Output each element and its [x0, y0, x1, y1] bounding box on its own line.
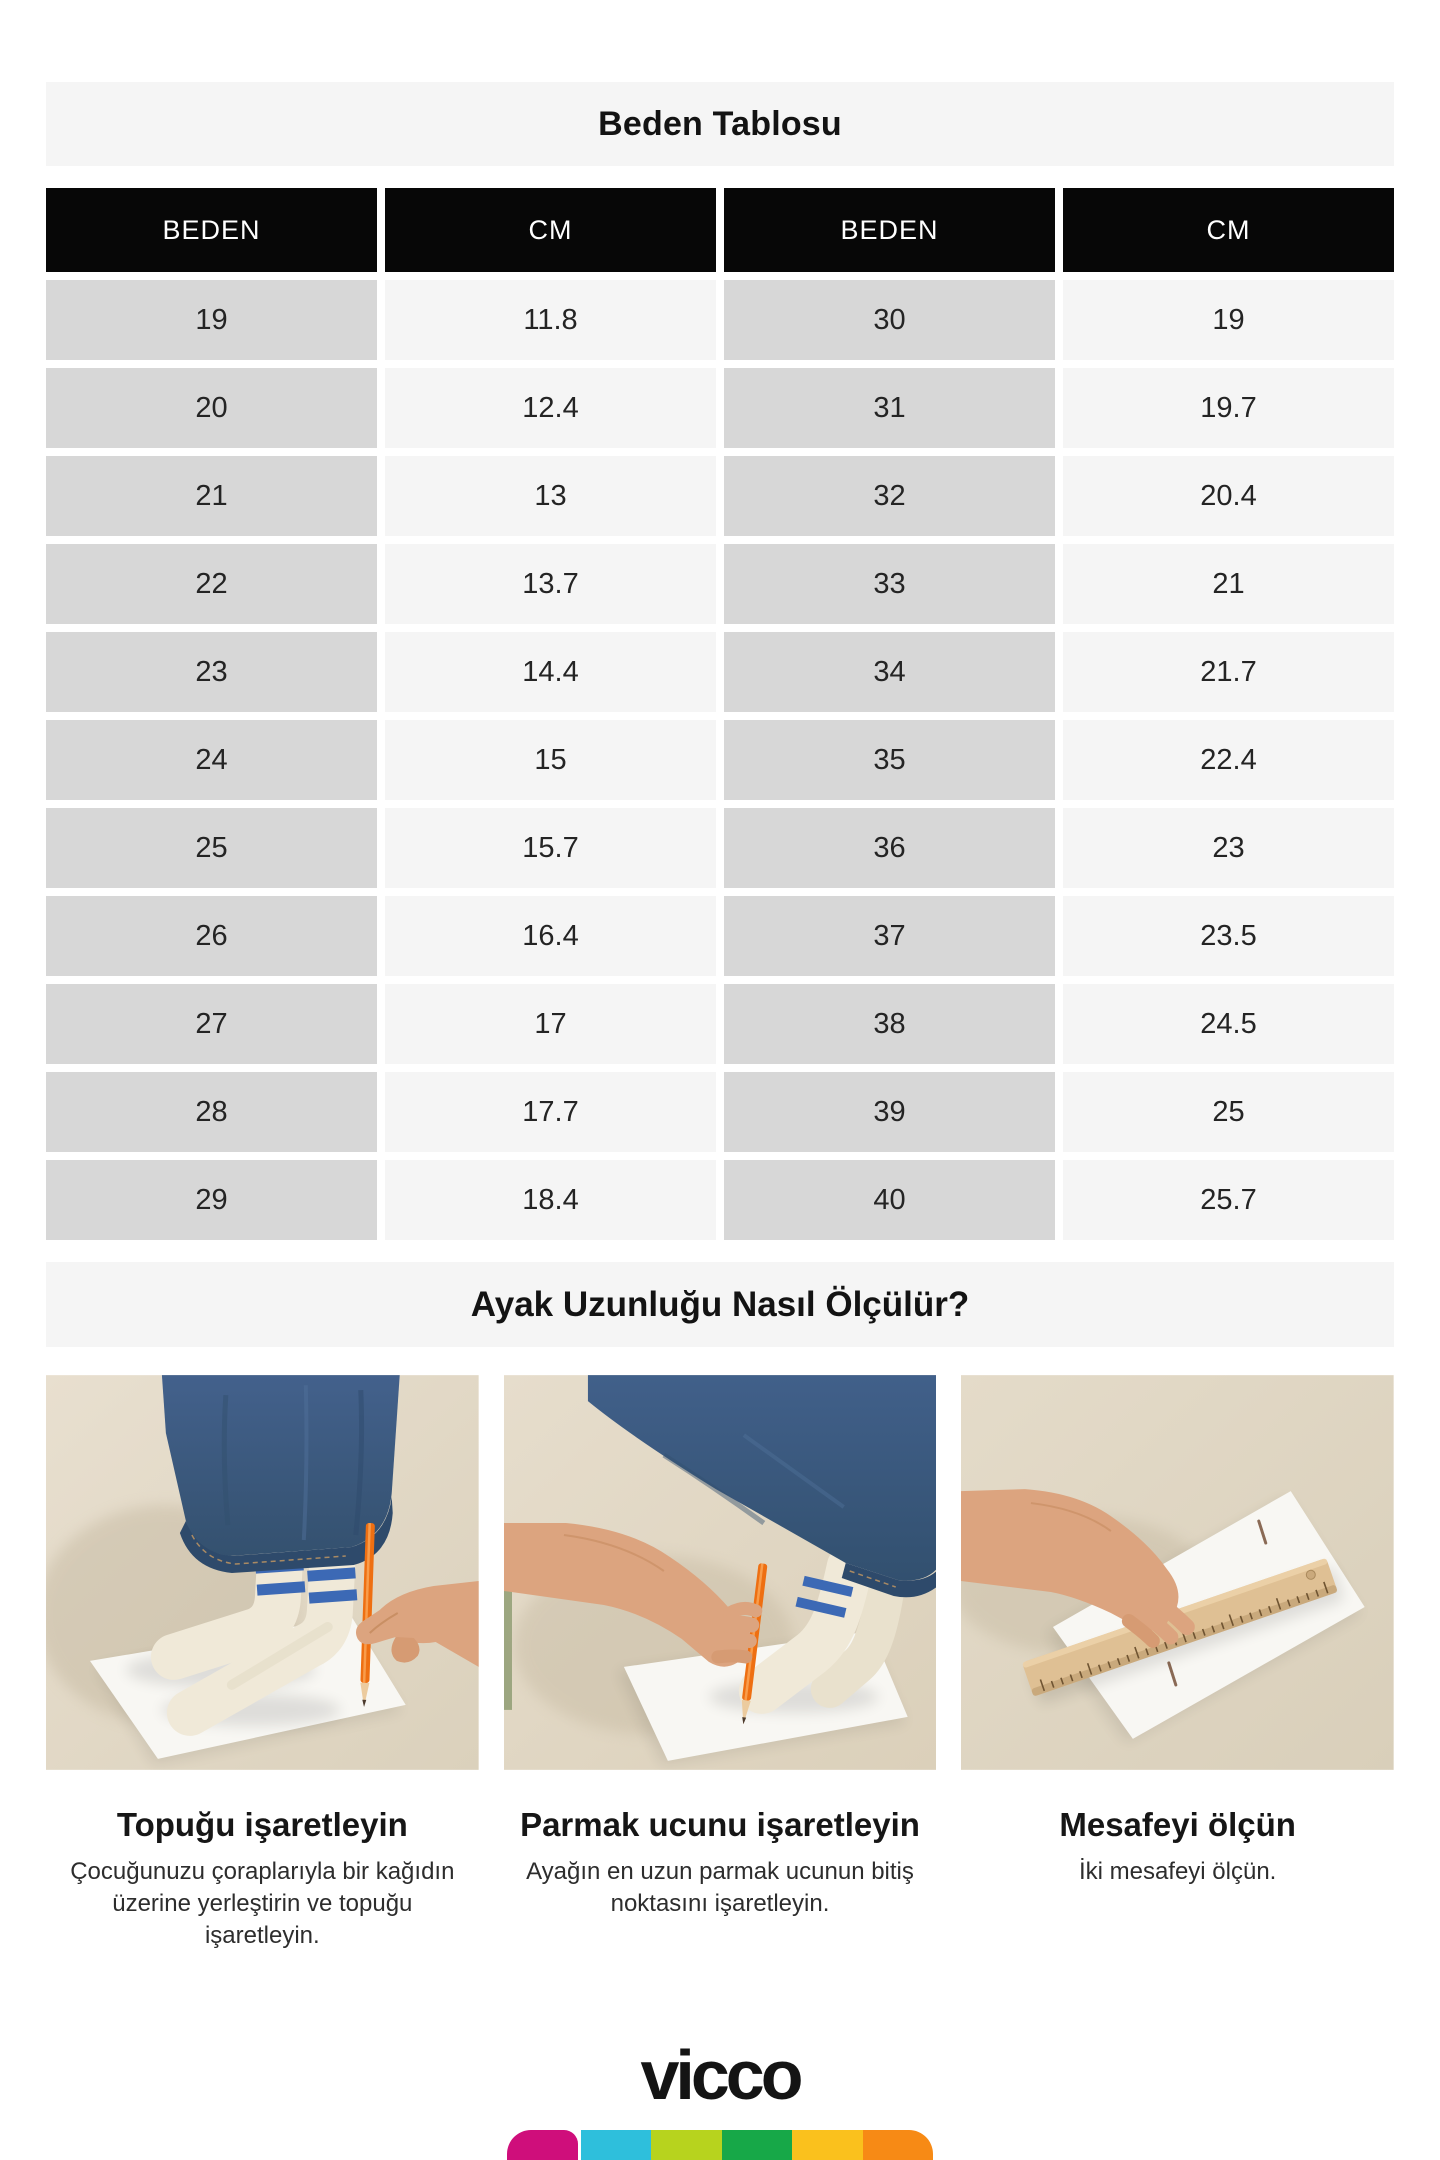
section-title: Ayak Uzunluğu Nasıl Ölçülür? [470, 1284, 970, 1324]
mark-toe-photo [504, 1375, 937, 1770]
cm-cell: 24.5 [1063, 984, 1394, 1064]
mark-heel-photo [46, 1375, 479, 1770]
cm-cell: 22.4 [1063, 720, 1394, 800]
cm-cell: 16.4 [385, 896, 716, 976]
cm-cell: 19.7 [1063, 368, 1394, 448]
size-cell: 32 [724, 456, 1055, 536]
size-cell: 20 [46, 368, 377, 448]
size-table-title-bar [46, 82, 1394, 166]
step-mark-heel [46, 1375, 479, 1952]
step-description: İki mesafeyi ölçün. [1078, 1858, 1277, 1885]
step-measure-distance [961, 1375, 1394, 1952]
size-cell: 28 [46, 1072, 377, 1152]
size-table-header-cell: CM [385, 188, 716, 272]
cm-cell: 15.7 [385, 808, 716, 888]
cm-cell: 23 [1063, 808, 1394, 888]
size-table-header-cell: BEDEN [724, 188, 1055, 272]
cm-cell: 21.7 [1063, 632, 1394, 712]
size-cell: 36 [724, 808, 1055, 888]
size-cell: 34 [724, 632, 1055, 712]
size-cell: 19 [46, 280, 377, 360]
vicco-logo: vicco [640, 2036, 800, 2114]
vicco-logo-color-bar [507, 2130, 933, 2160]
size-cell: 23 [46, 632, 377, 712]
size-cell: 39 [724, 1072, 1055, 1152]
cm-cell: 12.4 [385, 368, 716, 448]
size-table-header-cell: BEDEN [46, 188, 377, 272]
size-cell: 31 [724, 368, 1055, 448]
cm-cell: 23.5 [1063, 896, 1394, 976]
cm-cell: 18.4 [385, 1160, 716, 1240]
size-cell: 40 [724, 1160, 1055, 1240]
size-cell: 37 [724, 896, 1055, 976]
logo-bar-segment [792, 2130, 863, 2160]
logo-bar-segment [722, 2130, 793, 2160]
size-cell: 26 [46, 896, 377, 976]
size-table [46, 188, 1394, 1240]
size-table-header-cell: CM [1063, 188, 1394, 272]
measurement-steps [46, 1375, 1394, 1952]
size-cell: 21 [46, 456, 377, 536]
jeans [162, 1375, 400, 1556]
cm-cell: 20.4 [1063, 456, 1394, 536]
size-cell: 30 [724, 280, 1055, 360]
measure-section-title-bar [46, 1262, 1394, 1347]
cm-cell: 25 [1063, 1072, 1394, 1152]
size-cell: 24 [46, 720, 377, 800]
size-cell: 33 [724, 544, 1055, 624]
cm-cell: 14.4 [385, 632, 716, 712]
cm-cell: 25.7 [1063, 1160, 1394, 1240]
logo-bar-segment [651, 2130, 722, 2160]
cm-cell: 17.7 [385, 1072, 716, 1152]
size-cell: 25 [46, 808, 377, 888]
logo-bar-segment [507, 2130, 578, 2160]
step-title: Mesafeyi ölçün [1059, 1806, 1296, 1843]
cm-cell: 13.7 [385, 544, 716, 624]
step-title: Parmak ucunu işaretleyin [520, 1806, 920, 1843]
cm-cell: 17 [385, 984, 716, 1064]
step-description: Ayağın en uzun parmak ucunun bitiş noktasını işaretleyin. [526, 1858, 914, 1917]
cm-cell: 21 [1063, 544, 1394, 624]
logo-bar-segment [581, 2130, 652, 2160]
measure-distance-photo [961, 1375, 1394, 1770]
cm-cell: 11.8 [385, 280, 716, 360]
step-title: Topuğu işaretleyin [116, 1806, 408, 1843]
logo-bar-segment [863, 2130, 934, 2160]
cm-cell: 19 [1063, 280, 1394, 360]
page-title: Beden Tablosu [598, 104, 842, 143]
cm-cell: 15 [385, 720, 716, 800]
size-cell: 27 [46, 984, 377, 1064]
size-cell: 38 [724, 984, 1055, 1064]
size-cell: 29 [46, 1160, 377, 1240]
step-description: Çocuğunuzu çoraplarıyla bir kağıdın üzerine yerleştirin ve topuğu işaretleyin. [70, 1858, 455, 1949]
step-mark-toe [504, 1375, 937, 1952]
size-cell: 35 [724, 720, 1055, 800]
cm-cell: 13 [385, 456, 716, 536]
size-cell: 22 [46, 544, 377, 624]
